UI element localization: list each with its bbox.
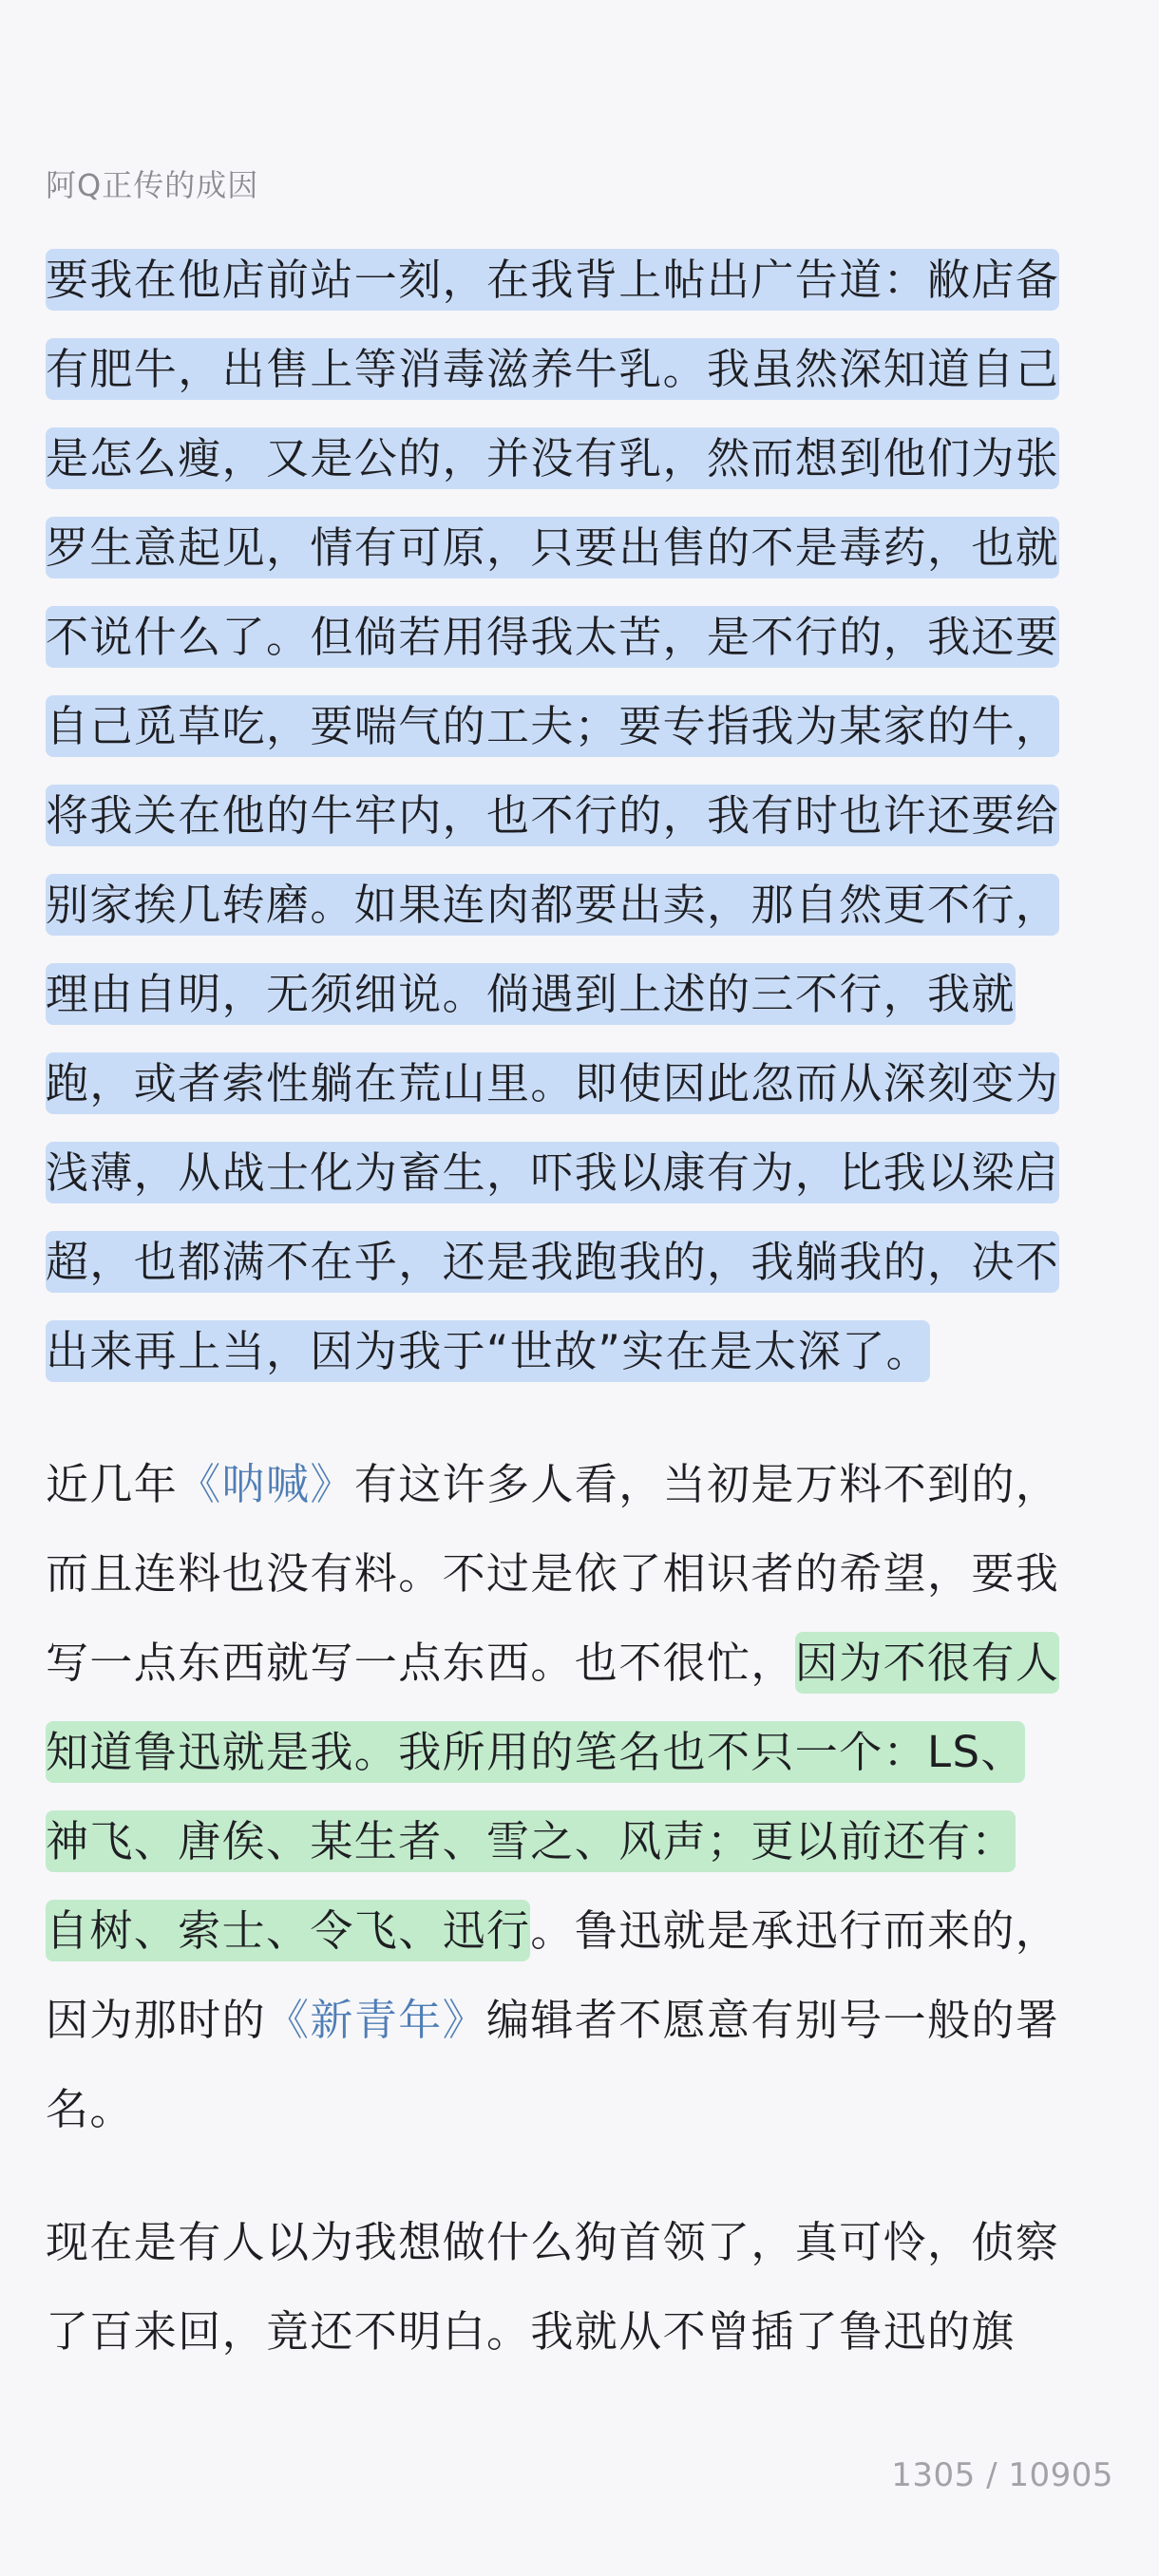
green-highlight[interactable]: 因为不很有人	[795, 1632, 1059, 1694]
green-highlight[interactable]: 自树、索士、令飞、迅行	[46, 1900, 530, 1961]
blue-highlight[interactable]: 有肥牛，出售上等消毒滋养牛乳。我虽然深知道自己	[46, 338, 1059, 400]
text-segment: 现在是有人以为我想做什么狗首领了，真可怜，侦察	[46, 2217, 1060, 2267]
text-segment: 写一点东西就写一点东西。也不很忙，	[46, 1638, 795, 1688]
text-line	[46, 414, 1115, 503]
text-segment: 了百来回，竟还不明白。我就从不曾插了鲁迅的旗	[46, 2306, 1016, 2357]
paragraph-1	[46, 236, 1115, 1396]
text-line	[46, 861, 1115, 950]
text-line	[46, 1218, 1115, 1307]
page-counter: 1305 / 10905	[891, 2456, 1113, 2494]
blue-highlight[interactable]: 超，也都满不在乎，还是我跑我的，我躺我的，决不	[46, 1231, 1059, 1293]
text-line	[46, 950, 1115, 1039]
blue-highlight[interactable]: 罗生意起见，情有可原，只要出售的不是毒药，也就	[46, 517, 1059, 578]
text-segment: 。鲁迅就是承迅行而来的，	[530, 1905, 1060, 1956]
text-line	[46, 325, 1115, 414]
reader-content[interactable]	[46, 236, 1115, 2377]
text-segment: 名。	[46, 2084, 134, 2134]
text-segment: 有这许多人看，当初是万料不到的，	[353, 1459, 1060, 1509]
text-line	[46, 771, 1115, 861]
text-line	[46, 1708, 1115, 1797]
text-line	[46, 1797, 1115, 1886]
text-segment: 而且连料也没有料。不过是依了相识者的希望，要我	[46, 1548, 1060, 1599]
text-line	[46, 1529, 1115, 1619]
book-link-nahan[interactable]: 《呐喊》	[178, 1459, 354, 1509]
blue-highlight[interactable]: 浅薄，从战士化为畜生，吓我以康有为，比我以梁启	[46, 1142, 1059, 1203]
text-line	[46, 236, 1115, 325]
paragraph-gap	[46, 1396, 1115, 1440]
text-line	[46, 1128, 1115, 1218]
text-line	[46, 1307, 1115, 1396]
blue-highlight[interactable]: 出来再上当，因为我于“世故”实在是太深了。	[46, 1320, 930, 1382]
book-link-xinqingnian[interactable]: 《新青年》	[266, 1995, 487, 2045]
text-line	[46, 2198, 1115, 2287]
green-highlight[interactable]: 知道鲁迅就是我。我所用的笔名也不只一个：LS、	[46, 1721, 1025, 1783]
blue-highlight[interactable]: 不说什么了。但倘若用得我太苦，是不行的，我还要	[46, 606, 1059, 668]
text-line	[46, 2065, 1115, 2154]
blue-highlight[interactable]: 跑，或者索性躺在荒山里。即使因此忽而从深刻变为	[46, 1052, 1059, 1114]
paragraph-3	[46, 2198, 1115, 2377]
text-segment: 因为那时的	[46, 1995, 267, 2045]
text-line	[46, 2287, 1115, 2377]
text-line	[46, 1619, 1115, 1708]
blue-highlight[interactable]: 自己觅草吃，要喘气的工夫；要专指我为某家的牛，	[46, 695, 1059, 757]
text-segment: 编辑者不愿意有别号一般的署	[486, 1995, 1060, 2045]
text-line	[46, 593, 1115, 682]
blue-highlight[interactable]: 是怎么瘦，又是公的，并没有乳，然而想到他们为张	[46, 427, 1059, 489]
paragraph-2	[46, 1440, 1115, 2154]
paragraph-gap	[46, 2154, 1115, 2198]
blue-highlight[interactable]: 要我在他店前站一刻，在我背上帖出广告道：敝店备	[46, 249, 1059, 311]
text-line	[46, 682, 1115, 771]
blue-highlight[interactable]: 理由自明，无须细说。倘遇到上述的三不行，我就	[46, 963, 1016, 1025]
blue-highlight[interactable]: 别家挨几转磨。如果连肉都要出卖，那自然更不行，	[46, 874, 1059, 936]
text-line	[46, 1440, 1115, 1529]
text-line	[46, 1886, 1115, 1976]
green-highlight[interactable]: 神飞、唐俟、某生者、雪之、风声；更以前还有：	[46, 1810, 1016, 1872]
text-line	[46, 1976, 1115, 2065]
blue-highlight[interactable]: 将我关在他的牛牢内，也不行的，我有时也许还要给	[46, 785, 1059, 846]
chapter-title: 阿Q正传的成因	[46, 167, 259, 203]
text-line	[46, 503, 1115, 593]
text-segment: 近几年	[46, 1459, 179, 1509]
text-line	[46, 1039, 1115, 1128]
